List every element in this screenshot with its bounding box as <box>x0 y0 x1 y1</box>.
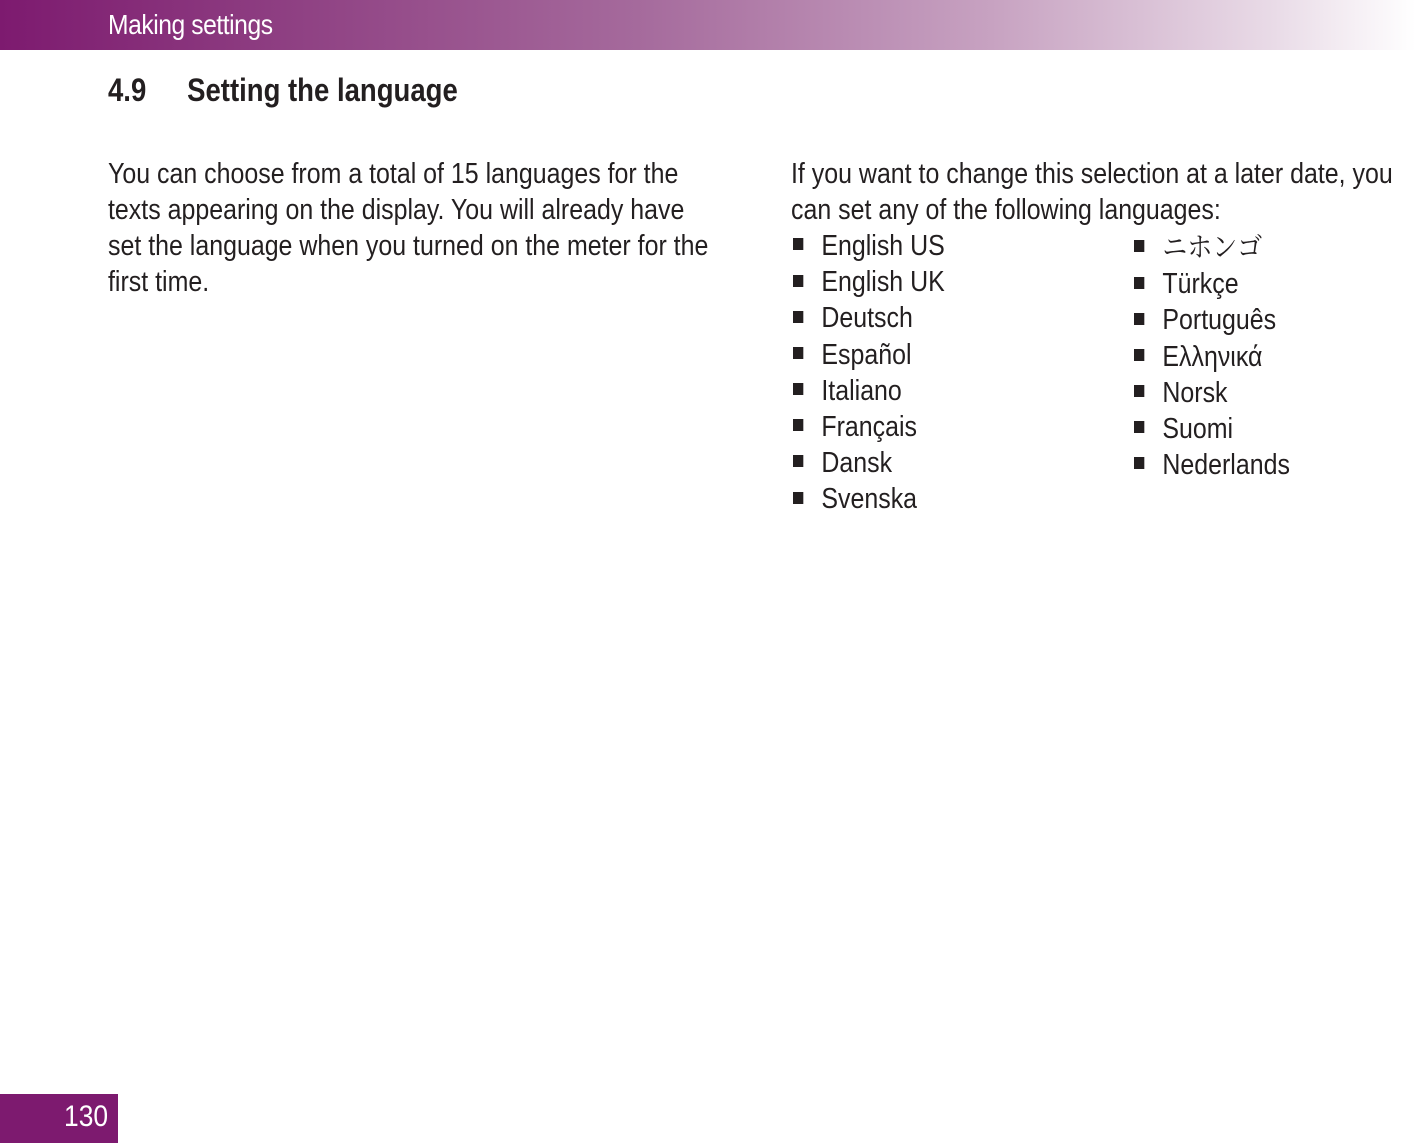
language-label: Svenska <box>821 483 918 516</box>
paragraph-line: can set any of the following languages: <box>791 194 1221 226</box>
paragraph-line: set the language when you turned on the meter for the <box>108 230 709 262</box>
language-label: ニホンゴ <box>1162 232 1263 264</box>
language-item <box>793 337 945 373</box>
language-item <box>1134 339 1290 375</box>
language-label: Suomi <box>1162 412 1234 445</box>
bullet-icon <box>793 492 803 504</box>
section-number: 4.9 <box>108 72 147 108</box>
language-label: Deutsch <box>821 302 913 335</box>
bullet-icon <box>793 275 803 287</box>
language-label: Français <box>821 410 918 443</box>
language-list-2 <box>1134 230 1290 483</box>
change-language-paragraph <box>791 156 1393 228</box>
page-number: 130 <box>63 1100 108 1133</box>
bullet-icon <box>793 347 803 359</box>
language-label: English US <box>821 230 945 262</box>
language-item <box>793 228 945 264</box>
language-label: Español <box>821 338 912 371</box>
language-label: Dansk <box>821 447 893 480</box>
language-label: Português <box>1162 304 1277 337</box>
header-bar <box>0 0 1416 50</box>
language-label: Ελληνικά <box>1162 340 1263 373</box>
page-number-tab <box>0 1094 118 1143</box>
language-list-1 <box>793 228 945 518</box>
bullet-icon <box>1134 349 1144 361</box>
language-item <box>1134 375 1290 411</box>
language-item <box>793 300 945 336</box>
bullet-icon <box>1134 421 1144 433</box>
language-label: Nederlands <box>1162 449 1290 482</box>
language-item <box>793 373 945 409</box>
bullet-icon <box>793 383 803 395</box>
language-item <box>793 445 945 481</box>
language-item <box>1134 266 1290 302</box>
language-item <box>1134 447 1290 483</box>
section-title: Setting the language <box>187 72 458 108</box>
header-title: Making settings <box>108 9 273 40</box>
language-label: English UK <box>821 266 945 299</box>
paragraph-line: first time. <box>108 266 210 298</box>
paragraph-line: texts appearing on the display. You will already have <box>108 194 685 226</box>
bullet-icon <box>793 238 803 250</box>
bullet-icon <box>1134 240 1144 252</box>
bullet-icon <box>793 311 803 323</box>
paragraph-line: You can choose from a total of 15 languages for the <box>108 158 679 190</box>
language-item <box>793 409 945 445</box>
language-item <box>1134 230 1290 266</box>
language-item <box>793 481 945 517</box>
language-label: Norsk <box>1162 376 1228 409</box>
bullet-icon <box>1134 457 1144 469</box>
bullet-icon <box>1134 313 1144 325</box>
section-heading <box>108 72 458 109</box>
bullet-icon <box>793 419 803 431</box>
bullet-icon <box>793 455 803 467</box>
intro-paragraph <box>108 156 708 300</box>
language-label: Italiano <box>821 374 902 407</box>
language-item <box>1134 411 1290 447</box>
language-item <box>793 264 945 300</box>
language-item <box>1134 302 1290 338</box>
bullet-icon <box>1134 385 1144 397</box>
language-label: Türkçe <box>1162 268 1239 301</box>
paragraph-line: If you want to change this selection at a later date, you <box>791 158 1393 190</box>
bullet-icon <box>1134 277 1144 289</box>
